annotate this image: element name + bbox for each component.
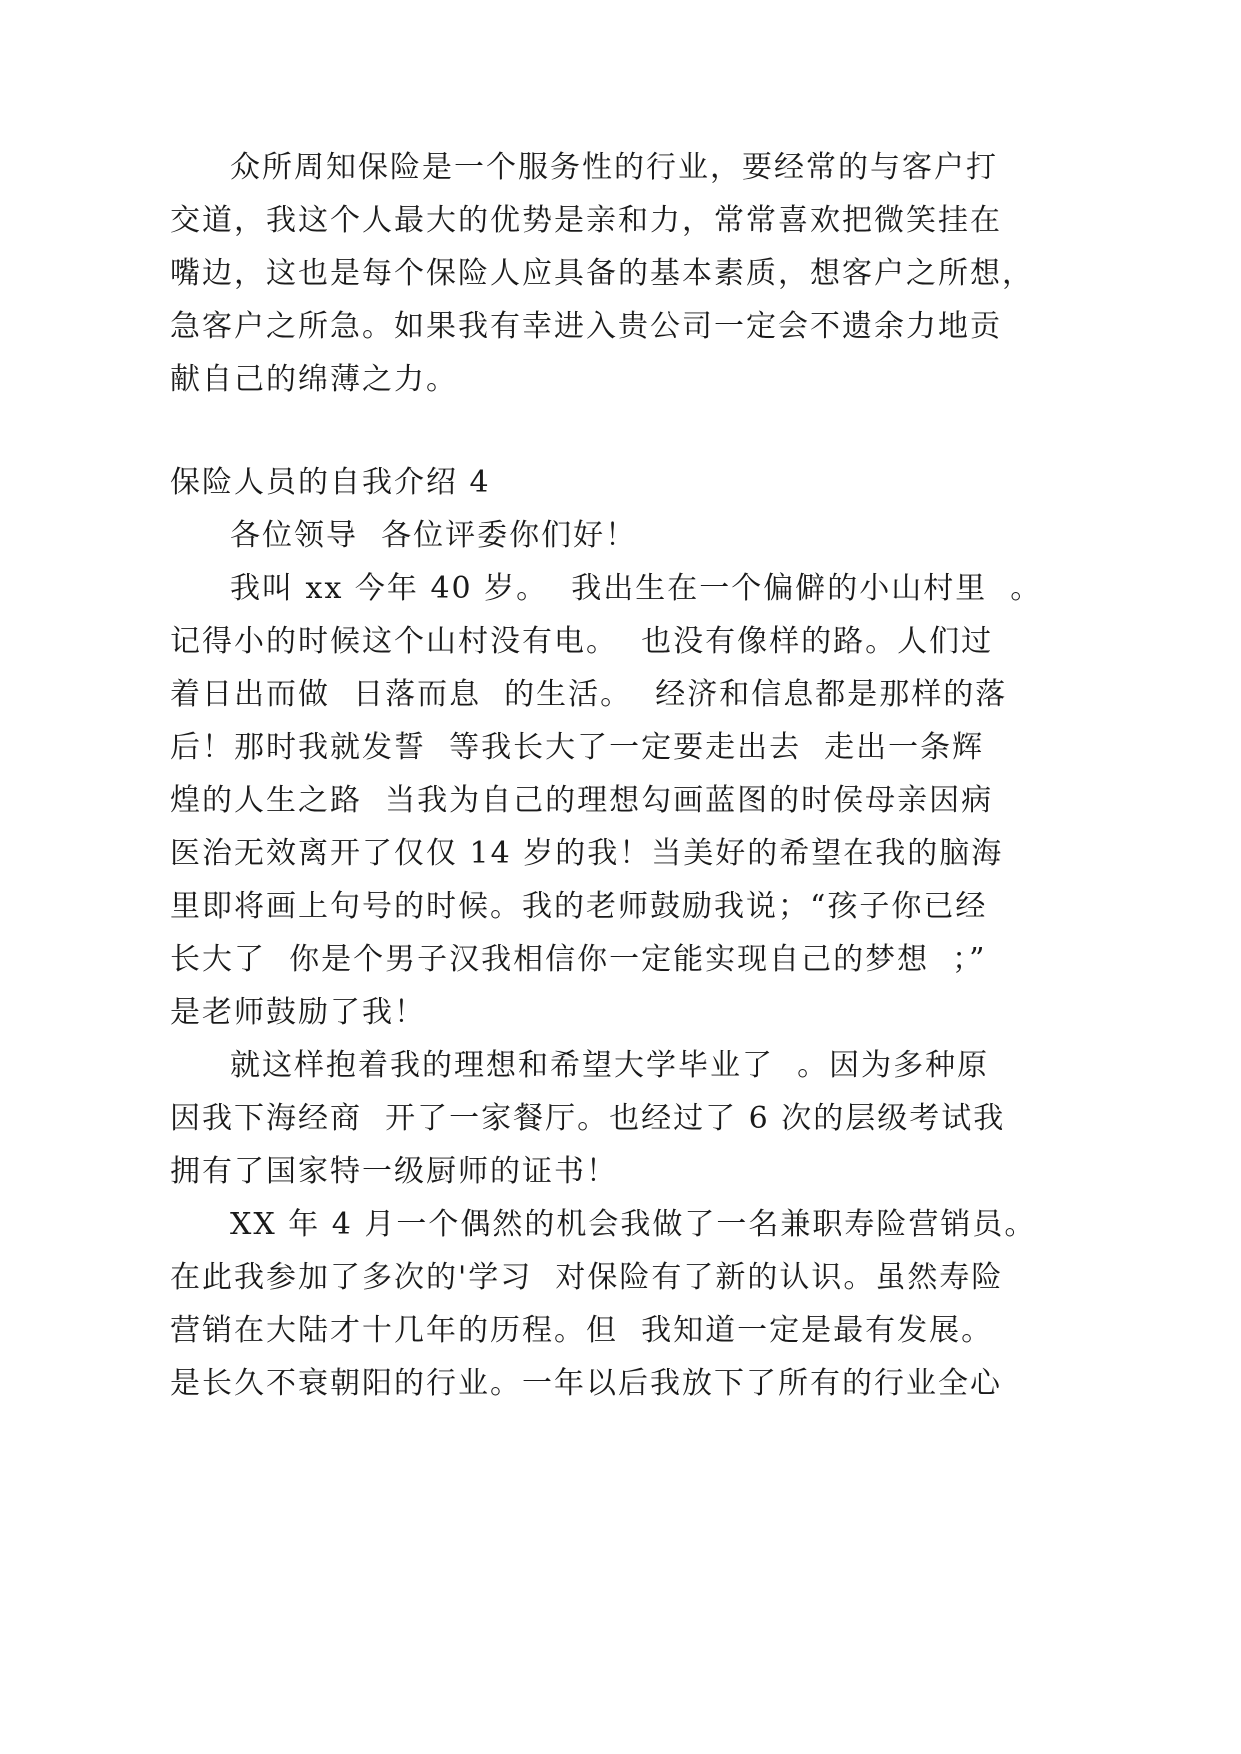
paragraph-line: XX 年 4 月一个偶然的机会我做了一名兼职寿险营销员。 (230, 1207, 1037, 1242)
paragraph-line: 是老师鼓励了我！ (170, 995, 426, 1030)
paragraph-line: 煌的人生之路 当我为自己的理想勾画蓝图的时侯母亲因病 (170, 783, 994, 818)
greeting: 各位领导 各位评委你们好！ (230, 518, 638, 553)
paragraph-line: 因我下海经商 开了一家餐厅。也经过了 6 次的层级考试我 (170, 1101, 1006, 1136)
paragraph-line: 后！那时我就发誓 等我长大了一定要走出去 走出一条辉 (170, 730, 985, 765)
paragraph-line: 献自己的绵薄之力。 (170, 362, 458, 397)
paragraph-line: 交道，我这个人最大的优势是亲和力，常常喜欢把微笑挂在 (170, 203, 1002, 238)
paragraph-line: 里即将画上句号的时候。我的老师鼓励我说；“孩子你已经 (170, 889, 988, 924)
paragraph-line: 我叫 xx 今年 40 岁。 我出生在一个偏僻的小山村里 。 (230, 571, 1043, 606)
paragraph-line: 就这样抱着我的理想和希望大学毕业了 。因为多种原 (230, 1048, 990, 1083)
paragraph-line: 拥有了国家特一级厨师的证书！ (170, 1154, 618, 1189)
paragraph-line: 是长久不衰朝阳的行业。一年以后我放下了所有的行业全心 (170, 1366, 1002, 1401)
paragraph-line: 记得小的时候这个山村没有电。 也没有像样的路。人们过 (170, 624, 994, 659)
paragraph-line: 着日出而做 日落而息 的生活。 经济和信息都是那样的落 (170, 677, 1008, 712)
paragraph-line: 在此我参加了多次的'学习 对保险有了新的认识。虽然寿险 (170, 1260, 1004, 1295)
paragraph-line: 众所周知保险是一个服务性的行业，要经常的与客户打 (230, 150, 998, 185)
paragraph-line: 嘴边，这也是每个保险人应具备的基本素质，想客户之所想， (170, 256, 1034, 291)
paragraph-line: 急客户之所急。如果我有幸进入贵公司一定会不遗余力地贡 (170, 309, 1002, 344)
section-title: 保险人员的自我介绍 4 (170, 465, 491, 500)
paragraph-line: 医治无效离开了仅仅 14 岁的我！当美好的希望在我的脑海 (170, 836, 1004, 871)
paragraph-line: 营销在大陆才十几年的历程。但 我知道一定是最有发展。 (170, 1313, 994, 1348)
paragraph-line: 长大了 你是个男子汉我相信你一定能实现自己的梦想 ；” (170, 942, 987, 977)
